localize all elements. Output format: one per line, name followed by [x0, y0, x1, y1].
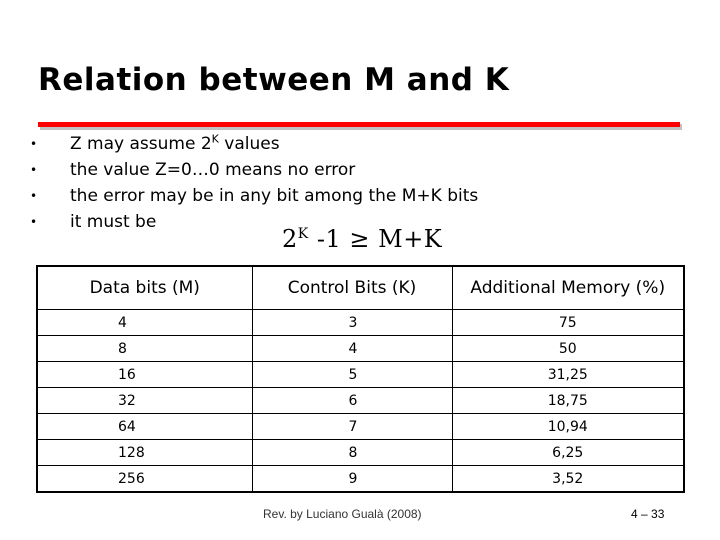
- bullet-marker: •: [30, 189, 38, 203]
- bullet-text: Z may assume $2^K$ values: [70, 132, 280, 154]
- header-data-bits: Data bits (M): [37, 266, 252, 310]
- cell-additional-memory: 75: [452, 310, 684, 336]
- table-row: [37, 388, 684, 414]
- bullet-marker: •: [30, 137, 38, 151]
- bullet-text: it must be: [70, 212, 157, 232]
- cell-control-bits: 8: [252, 440, 452, 466]
- cell-data-bits: 32: [37, 388, 252, 414]
- cell-data-bits: 16: [37, 362, 252, 388]
- bullet-marker: •: [30, 163, 38, 177]
- cell-data-bits: 64: [37, 414, 252, 440]
- cell-control-bits: 6: [252, 388, 452, 414]
- cell-additional-memory: 6,25: [452, 440, 684, 466]
- table-header-row: [37, 266, 684, 310]
- cell-additional-memory: 10,94: [452, 414, 684, 440]
- cell-additional-memory: 18,75: [452, 388, 684, 414]
- cell-data-bits: 8: [37, 336, 252, 362]
- cell-additional-memory: 50: [452, 336, 684, 362]
- cell-control-bits: 9: [252, 466, 452, 493]
- bullet-text: the error may be in any bit among the M+K bits: [70, 186, 479, 206]
- cell-additional-memory: 31,25: [452, 362, 684, 388]
- table-row: [37, 440, 684, 466]
- cell-control-bits: 5: [252, 362, 452, 388]
- table-row: [37, 466, 684, 493]
- cell-data-bits: 256: [37, 466, 252, 493]
- cell-control-bits: 7: [252, 414, 452, 440]
- memory-overhead-table: [36, 265, 685, 493]
- cell-data-bits: 128: [37, 440, 252, 466]
- cell-data-bits: 4: [37, 310, 252, 336]
- bullet-text: the value Z=0…0 means no error: [70, 160, 356, 180]
- table-row: [37, 414, 684, 440]
- slide-title: Relation between M and K: [38, 62, 510, 98]
- cell-control-bits: 4: [252, 336, 452, 362]
- table-row: [37, 336, 684, 362]
- header-additional-memory: Additional Memory (%): [452, 266, 684, 310]
- footer-credit: Rev. by Luciano Gualà (2008): [263, 507, 422, 521]
- cell-control-bits: 3: [252, 310, 452, 336]
- title-rule: [38, 122, 680, 127]
- header-control-bits: Control Bits (K): [252, 266, 452, 310]
- table-row: [37, 310, 684, 336]
- inequality-formula: $2^K$ -1 ≥ M+K: [282, 225, 443, 253]
- table-row: [37, 362, 684, 388]
- cell-additional-memory: 3,52: [452, 466, 684, 493]
- bullet-marker: •: [30, 215, 38, 229]
- page-number: 4 – 33: [631, 507, 665, 521]
